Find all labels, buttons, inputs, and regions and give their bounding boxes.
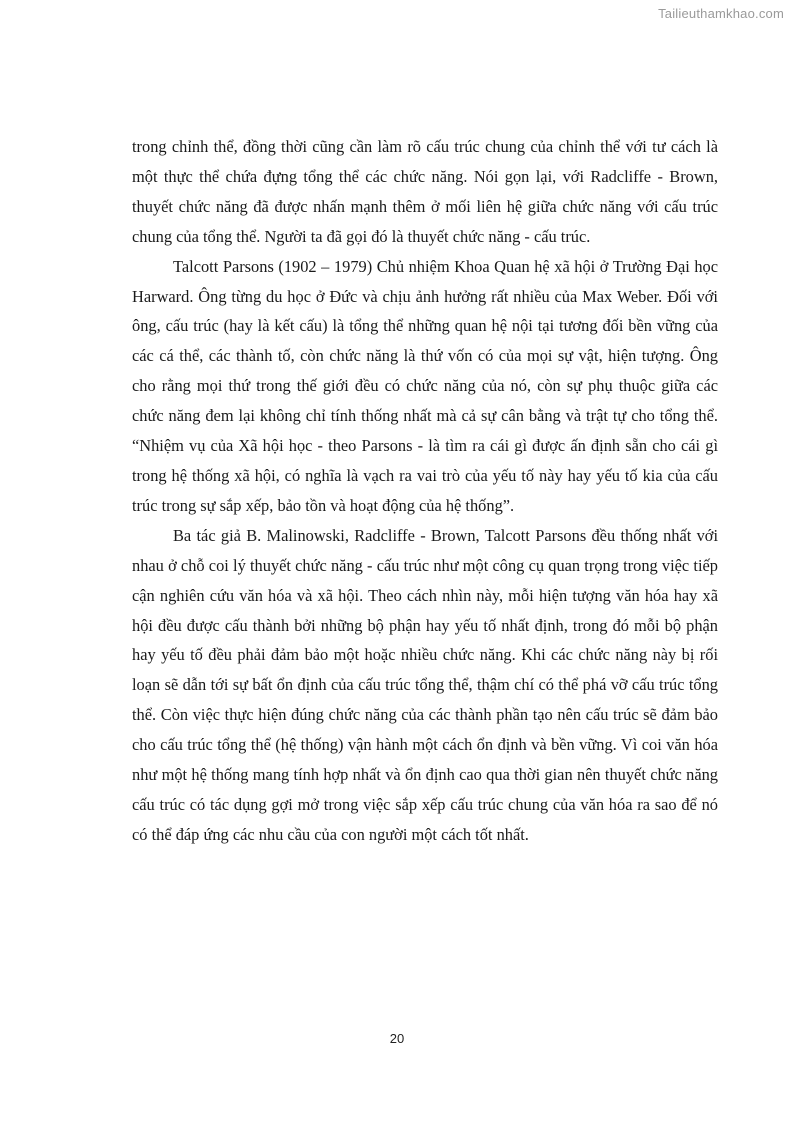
paragraph-parsons: Talcott Parsons (1902 – 1979) Chủ nhiệm Khoa Quan hệ xã hội ở Trường Đại học Harward. Ông từng du học ở Đức và chịu ảnh hưởng rất nhiều của Max Weber. Đối với ông, cấu trúc (hay là kết cấu) là tổng thể những quan hệ nội tại tương đối bền vững của các cá thể, các thành tố, còn chức năng là thứ vốn có của mọi sự vật, hiện tượng. Ông cho rằng mọi thứ trong thế giới đều có chức năng của nó, còn sự phụ thuộc giữa các chức năng đem lại không chỉ tính thống nhất mà cả sự cân bằng và trật tự cho tổng thể. “Nhiệm vụ của Xã hội học - theo Parsons - là tìm ra cái gì được ấn định sẵn cho cái gì trong hệ thống xã hội, có nghĩa là vạch ra vai trò của yếu tố này hay yếu tố kia của cấu trúc trong sự sắp xếp, bảo tồn và hoạt động của hệ thống”. bbox=[132, 256, 718, 515]
document-body bbox=[132, 132, 718, 850]
page-number: 20 bbox=[389, 1031, 405, 1046]
paragraph-summary: Ba tác giả B. Malinowski, Radcliffe - Brown, Talcott Parsons đều thống nhất với nhau ở chỗ coi lý thuyết chức năng - cấu trúc như một công cụ quan trọng trong việc tiếp cận nghiên cứu văn hóa và xã hội. Theo cách nhìn này, mỗi hiện tượng văn hóa hay xã hội đều được cấu thành bởi những bộ phận hay yếu tố nhất định, trong đó mỗi bộ phận hay yếu tố đều phải đảm bảo một hoặc nhiều chức năng. Khi các chức năng này bị rối loạn sẽ dẫn tới sự bất ổn định của cấu trúc tổng thể, thậm chí có thể phá vỡ cấu trúc tổng thể. Còn việc thực hiện đúng chức năng của các thành phần tạo nên cấu trúc sẽ đảm bảo cho cấu trúc tổng thể (hệ thống) vận hành một cách ổn định và bền vững. Vì coi văn hóa như một hệ thống mang tính hợp nhất và ổn định cao qua thời gian nên thuyết chức năng cấu trúc có tác dụng gợi mở trong việc sắp xếp cấu trúc chung của văn hóa ra sao để nó có thể đáp ứng các nhu cầu của con người một cách tốt nhất. bbox=[132, 525, 718, 844]
paragraph-continuation: trong chỉnh thể, đồng thời cũng cần làm rõ cấu trúc chung của chỉnh thể với tư cách là một thực thể chứa đựng tổng thể các chức năng. Nói gọn lại, với Radcliffe - Brown, thuyết chức năng đã được nhấn mạnh thêm ở mối liên hệ giữa chức năng với cấu trúc chung của tổng thể. Người ta đã gọi đó là thuyết chức năng - cấu trúc. bbox=[132, 137, 718, 246]
site-watermark: Tailieuthamkhao.com bbox=[658, 6, 784, 21]
